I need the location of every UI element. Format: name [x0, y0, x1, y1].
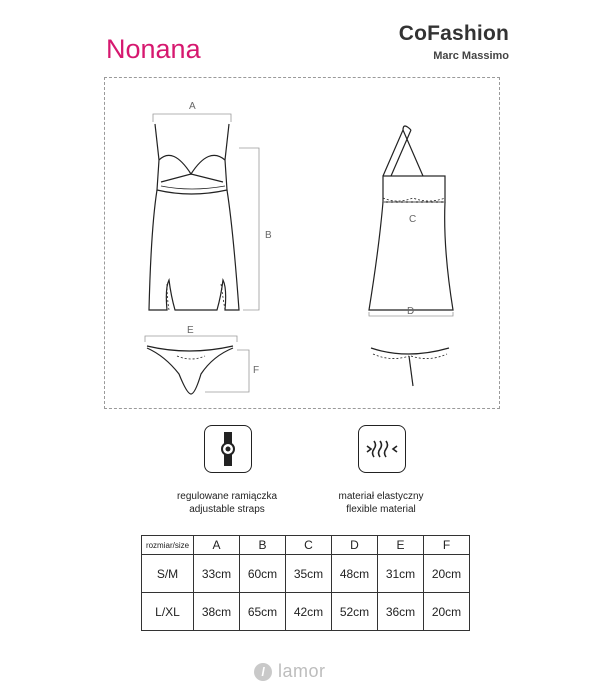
table-cell: 38cm [194, 593, 240, 631]
table-cell: 31cm [378, 555, 424, 593]
feature-label-pl: regulowane ramiączka [176, 491, 278, 502]
feature-flexible-material [296, 490, 466, 516]
size-table [141, 535, 470, 631]
feature-adjustable-straps [142, 490, 312, 516]
lamor-logo-icon: l [254, 663, 272, 681]
size-label: L/XL [142, 593, 194, 631]
column-header: C [286, 536, 332, 555]
lamor-logo-text: lamor [278, 661, 326, 681]
dimension-label-c: C [409, 214, 417, 225]
column-header: D [332, 536, 378, 555]
table-cell: 20cm [424, 593, 470, 631]
brand-name: CoFashion [398, 22, 509, 45]
table-header-row [142, 536, 470, 555]
dimension-label-d: D [407, 306, 415, 317]
lamor-logo [254, 661, 326, 682]
dimension-label-e: E [187, 325, 194, 336]
column-header: A [194, 536, 240, 555]
table-cell: 60cm [240, 555, 286, 593]
table-row [142, 555, 470, 593]
garment-drawing [105, 78, 499, 408]
table-cell: 65cm [240, 593, 286, 631]
feature-label-en: flexible material [346, 504, 416, 515]
feature-label-en: adjustable straps [189, 504, 265, 515]
flexible-material-icon [358, 425, 406, 473]
brand-logo [399, 22, 509, 62]
table-cell: 33cm [194, 555, 240, 593]
size-label: S/M [142, 555, 194, 593]
dimension-label-b: B [265, 230, 272, 241]
brand-subtitle: Marc Massimo [433, 50, 509, 62]
table-row [142, 593, 470, 631]
column-header: E [378, 536, 424, 555]
table-cell: 48cm [332, 555, 378, 593]
table-cell: 20cm [424, 555, 470, 593]
measurement-diagram [104, 77, 500, 409]
dimension-label-f: F [253, 365, 260, 376]
table-cell: 52cm [332, 593, 378, 631]
column-header: B [240, 536, 286, 555]
dimension-label-a: A [189, 101, 196, 112]
column-header: F [424, 536, 470, 555]
table-cell: 35cm [286, 555, 332, 593]
table-corner-label: rozmiar/size [142, 536, 194, 555]
feature-label-pl: materiał elastyczny [338, 491, 424, 502]
adjustable-straps-icon [204, 425, 252, 473]
product-title: Nonana [106, 34, 201, 64]
table-cell: 42cm [286, 593, 332, 631]
table-cell: 36cm [378, 593, 424, 631]
